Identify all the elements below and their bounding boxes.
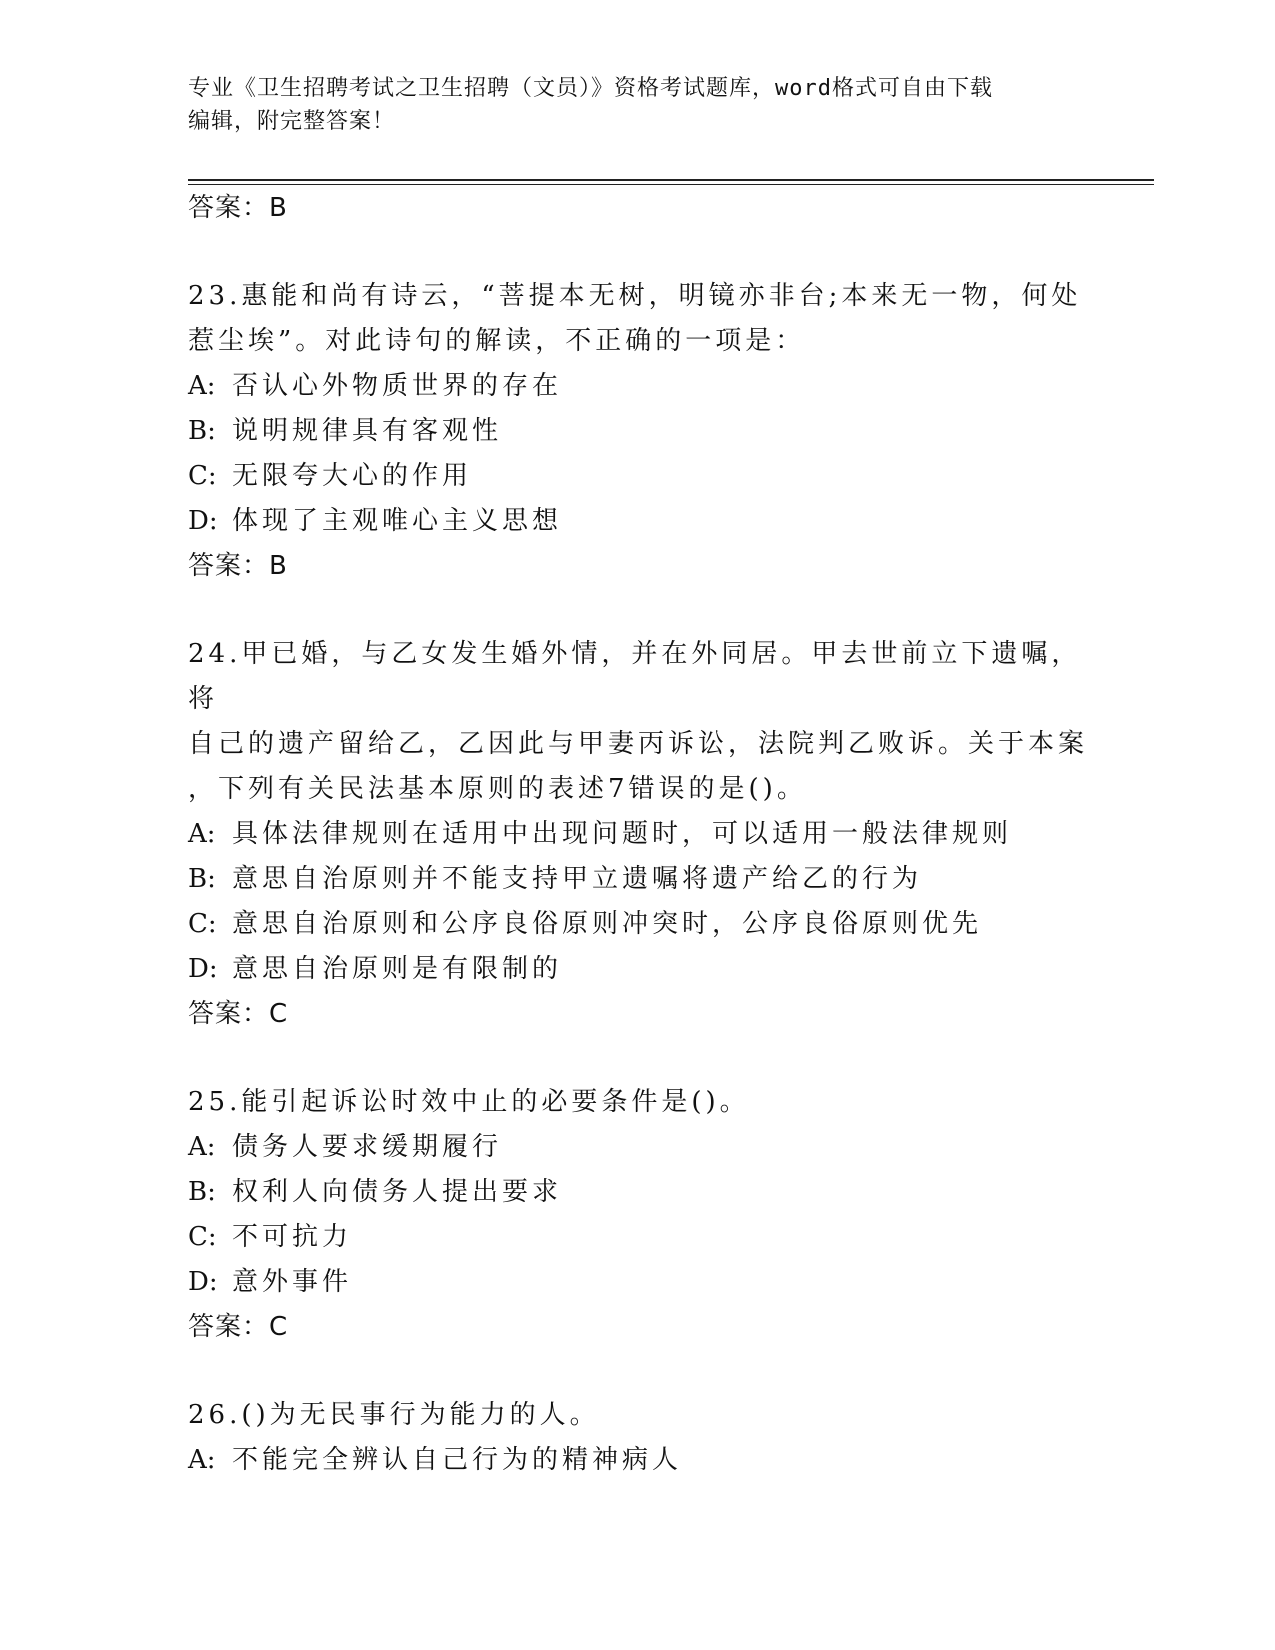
question-text-line: 惹尘埃”。对此诗句的解读，不正确的一项是： bbox=[188, 326, 806, 356]
answer-line bbox=[188, 544, 1148, 589]
answer-label: 答案： bbox=[188, 551, 270, 581]
option-text: 不可抗力 bbox=[232, 1222, 353, 1252]
option-text: 具体法律规则在适用中出现问题时，可以适用一般法律规则 bbox=[232, 819, 1013, 849]
option-d bbox=[188, 499, 1148, 544]
option-key: A: bbox=[188, 371, 216, 401]
option-text: 意思自治原则并不能支持甲立遗嘱将遗产给乙的行为 bbox=[232, 864, 923, 894]
option-text: 权利人向债务人提出要求 bbox=[232, 1177, 563, 1207]
answer-value: C bbox=[269, 1312, 289, 1342]
header-line-1: 专业《卫生招聘考试之卫生招聘（文员）》资格考试题库，word格式可自由下载 bbox=[188, 76, 993, 101]
answer-label: 答案： bbox=[188, 1312, 270, 1342]
option-text: 说明规律具有客观性 bbox=[232, 416, 503, 446]
option-a bbox=[188, 364, 1148, 409]
option-c bbox=[188, 1215, 1148, 1260]
header-line-2: 编辑，附完整答案！ bbox=[188, 109, 396, 134]
option-key: D: bbox=[188, 1267, 218, 1297]
question-text-line: 24.甲已婚，与乙女发生婚外情，并在外同居。甲去世前立下遗嘱，将 bbox=[188, 639, 1082, 714]
question-text-line: ，下列有关民法基本原则的表述7错误的是()。 bbox=[188, 774, 807, 804]
option-text: 意外事件 bbox=[232, 1267, 353, 1297]
option-key: B: bbox=[188, 864, 216, 894]
option-b bbox=[188, 857, 1148, 902]
option-c bbox=[188, 902, 1148, 947]
answer-value: B bbox=[269, 551, 288, 581]
option-text: 债务人要求缓期履行 bbox=[232, 1132, 503, 1162]
option-a bbox=[188, 812, 1148, 857]
option-key: C: bbox=[188, 909, 217, 939]
option-key: C: bbox=[188, 461, 217, 491]
question-25 bbox=[188, 1080, 1148, 1350]
question-23 bbox=[188, 274, 1148, 589]
answer-line bbox=[188, 992, 1148, 1037]
question-26 bbox=[188, 1393, 1148, 1483]
option-key: D: bbox=[188, 954, 218, 984]
option-text: 意思自治原则是有限制的 bbox=[232, 954, 563, 984]
option-a bbox=[188, 1125, 1148, 1170]
answer-value: B bbox=[269, 193, 288, 223]
option-key: B: bbox=[188, 1177, 216, 1207]
option-a bbox=[188, 1438, 1148, 1483]
question-text-line: 25.能引起诉讼时效中止的必要条件是()。 bbox=[188, 1087, 750, 1117]
question-text-line: 26.()为无民事行为能力的人。 bbox=[188, 1400, 600, 1430]
document-body bbox=[188, 186, 1148, 1483]
option-key: A: bbox=[188, 1445, 216, 1475]
answer-line bbox=[188, 1305, 1148, 1350]
option-d bbox=[188, 1260, 1148, 1305]
option-key: A: bbox=[188, 1132, 216, 1162]
option-b bbox=[188, 1170, 1148, 1215]
option-text: 无限夸大心的作用 bbox=[232, 461, 473, 491]
option-b bbox=[188, 409, 1148, 454]
option-key: A: bbox=[188, 819, 216, 849]
answer-label: 答案： bbox=[188, 999, 270, 1029]
answer-value: C bbox=[269, 999, 289, 1029]
answer-label: 答案： bbox=[188, 193, 270, 223]
option-text: 意思自治原则和公序良俗原则冲突时，公序良俗原则优先 bbox=[232, 909, 983, 939]
question-24 bbox=[188, 632, 1148, 1037]
question-text-line: 23.惠能和尚有诗云，“菩提本无树，明镜亦非台;本来无一物，何处 bbox=[188, 281, 1082, 311]
option-text: 否认心外物质世界的存在 bbox=[232, 371, 563, 401]
answer-line bbox=[188, 186, 1148, 231]
option-text: 体现了主观唯心主义思想 bbox=[232, 506, 563, 536]
option-text: 不能完全辨认自己行为的精神病人 bbox=[232, 1445, 683, 1475]
option-key: C: bbox=[188, 1222, 217, 1252]
question-text-line: 自己的遗产留给乙，乙因此与甲妻丙诉讼，法院判乙败诉。关于本案 bbox=[188, 729, 1089, 759]
document-header bbox=[188, 72, 1088, 138]
option-key: D: bbox=[188, 506, 218, 536]
option-c bbox=[188, 454, 1148, 499]
option-d bbox=[188, 947, 1148, 992]
option-key: B: bbox=[188, 416, 216, 446]
header-divider bbox=[188, 179, 1154, 185]
